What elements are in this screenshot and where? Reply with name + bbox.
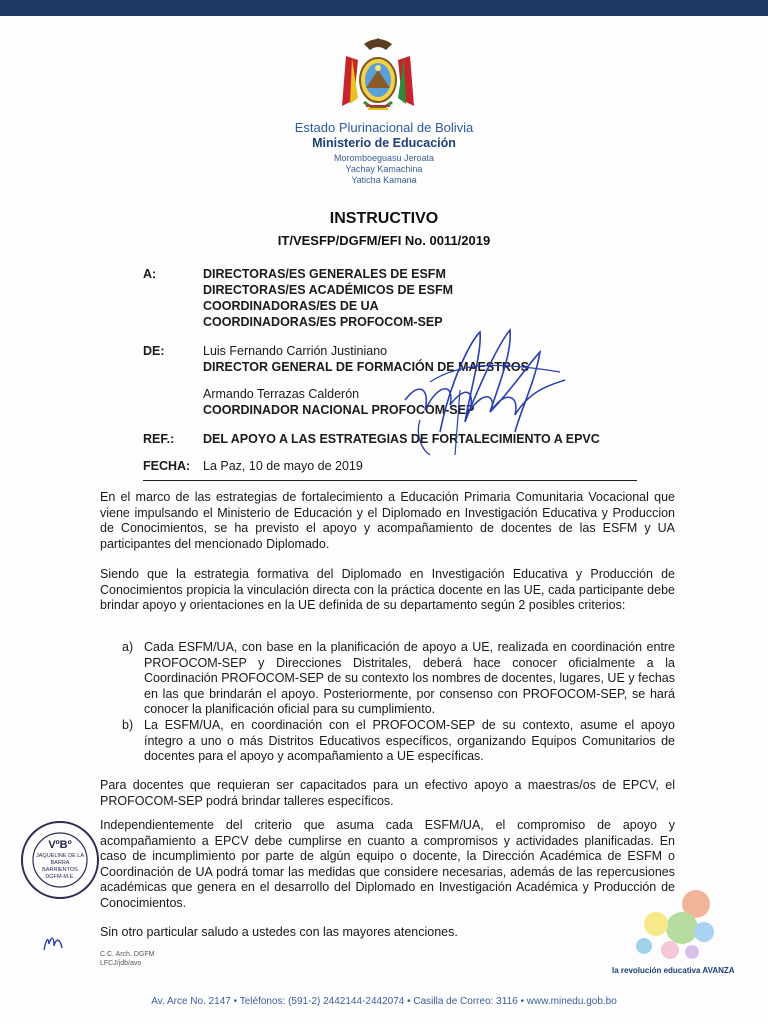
revolucion-educativa-logo-icon [620,888,720,964]
sender-1-title: DIRECTOR GENERAL DE FORMACIÓN DE MAESTROS [203,360,529,374]
ref-label: REF.: [143,432,175,446]
bolivia-coat-of-arms-icon [338,36,418,118]
ministry-motto-1: Moromboeguasu Jeroata [333,153,435,163]
seal-vobo: VºBº [48,839,72,851]
seal-name-2: BARRA [50,860,70,866]
to-label: A: [143,267,157,281]
recipient-4: COORDINADORAS/ES PROFOCOM-SEP [203,315,443,329]
paragraph-2: Siendo que la estrategia formativa del Diplomado en Investigación Educativa y Producción de Conocimientos propicia la vinculación directa con la práctica docente en las UE, cada participante debe brindar apoyo y orientaciones en la UE definida de su departamento según 2 posibles criterios: [100,567,675,613]
cc-line-1: C.C. Arch. DGFM [100,951,155,958]
date-label: FECHA: [143,459,191,473]
list-marker: b) [122,718,134,732]
cc-line-2: LFCJ/jdb/avo [100,960,142,967]
handwritten-initial-icon [40,930,70,956]
seal-name-4: DGFM-M.E. [45,874,75,880]
state-name: Estado Plurinacional de Bolivia [294,120,474,135]
reference: DEL APOYO A LAS ESTRATEGIAS DE FORTALECIMIENTO A EPVC [203,432,600,446]
ministry-motto-3: Yaticha Kamana [351,175,417,185]
closing-line: Sin otro particular saludo a ustedes con las mayores atenciones. [100,925,458,939]
header-divider [143,480,637,481]
official-seal [20,820,100,900]
ministry-name: Ministerio de Educación [312,136,456,150]
seal-name-3: BARRIENTOS [42,867,78,873]
recipient-2: DIRECTORAS/ES ACADÉMICOS DE ESFM [203,283,454,297]
paragraph-1: En el marco de las estrategias de fortalecimiento a Educación Primaria Comunitaria Vocacional que viene impulsando el Ministerio de Educación y el Diplomado en Investigación Educativa y Produccion de Conocimientos, se ha previsto el apoyo y acompañamiento de docentes de las ESFM y UA participantes del mencionado Diplomado. [100,490,675,551]
date-value: La Paz, 10 de mayo de 2019 [203,459,363,473]
sender-2-title: COORDINADOR NACIONAL PROFOCOM-SEP [203,403,475,417]
document-code: IT/VESFP/DGFM/EFI No. 0011/2019 [277,233,491,248]
sender-1-name: Luis Fernando Carrión Justiniano [203,344,388,358]
recipient-3: COORDINADORAS/ES DE UA [203,299,379,313]
recipient-1: DIRECTORAS/ES GENERALES DE ESFM [203,267,446,281]
paragraph-4: Independientemente del criterio que asuma cada ESFM/UA, el compromiso de apoyo y acompañamiento a EPCV debe cumplirse en cuanto a compromisos y actividades planificadas. En caso de incumplimiento por parte de algún equipo o docente, la Dirección Académica de ESFM o Coordinación de UA podrá tomar las medidas que considere necesarias, además de las repercusiones académicas que genera en el desarrollo del Diplomado en Investigación Académica y Producción de Conocimientos. [100,818,675,910]
from-label: DE: [143,344,165,358]
list-item [122,718,675,765]
list-item [122,640,675,718]
footer-contact: Av. Arce No. 2147 • Teléfonos: (591-2) 2442144-2442074 • Casilla de Correo: 3116 • www.minedu.gob.bo [151,996,617,1007]
list-item-text: Cada ESFM/UA, con base en la planificación de apoyo a UE, realizada en coordinación entre PROFOCOM-SEP y Direcciones Distritales, deberá hace conocer oficialmente a la Coordinación PROFOCOM-SEP de su contexto los nombres de docentes, lugares, UE y fechas en las que brindarán el apoyo. Posteriormente, por consenso con PROFOCOM-SEP, se hará conocer la planificación oficial para su cumplimiento. [144,640,675,717]
campaign-slogan: la revolución educativa AVANZA [612,966,735,975]
list-item-text: La ESFM/UA, en coordinación con el PROFOCOM-SEP de su contexto, asume el apoyo íntegro a uno o más Distritos Educativos específicos, organizando Equipos Comunitarios de docentes para el apoyo y acompañamiento a UE específicas. [144,718,675,764]
ministry-motto-2: Yachay Kamachina [345,164,423,174]
paragraph-3: Para docentes que requieran ser capacitados para un efectivo apoyo a maestras/os de EPCV, el PROFOCOM-SEP podrá brindar talleres específicos. [100,778,675,808]
sender-2-name: Armando Terrazas Calderón [203,387,360,401]
top-color-bar [0,0,768,16]
document-title: INSTRUCTIVO [329,210,439,227]
seal-name-1: JAQUELINE DE LA [36,853,84,859]
list-marker: a) [122,640,134,654]
